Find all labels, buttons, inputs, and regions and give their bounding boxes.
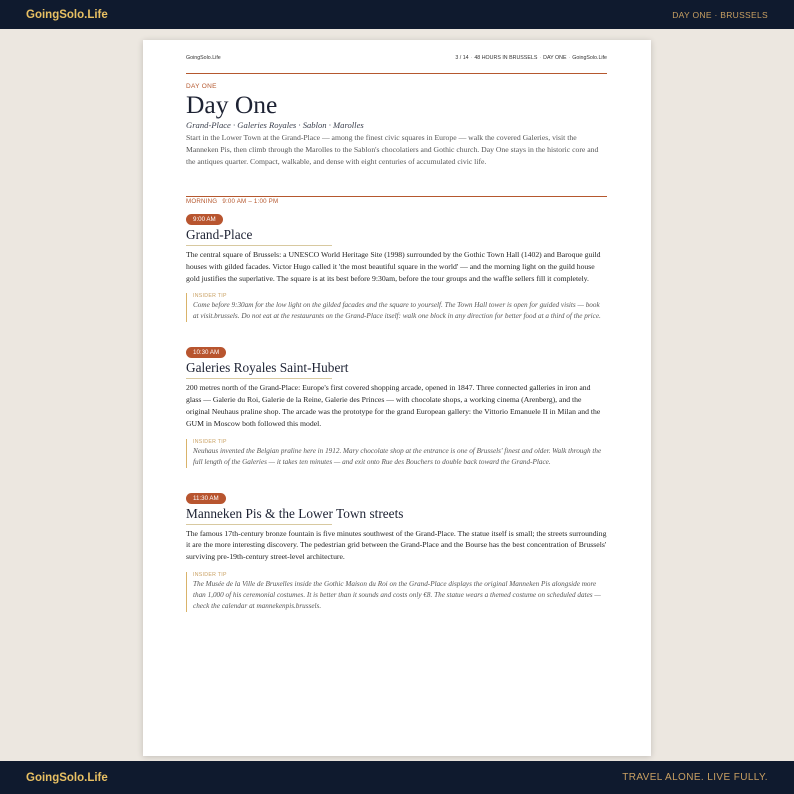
period-label: MORNING [186, 197, 218, 205]
insider-tip-label: INSIDER TIP [193, 571, 227, 578]
itinerary-stop [186, 208, 607, 322]
brand-logo[interactable]: GoingSolo.Life [26, 8, 108, 21]
stop-underline [186, 378, 332, 379]
insider-tip-label: INSIDER TIP [193, 293, 227, 300]
running-header-site: GoingSolo.Life [186, 55, 221, 61]
day-intro: Start in the Lower Town at the Grand-Place — among the finest civic squares in Europe — walk the covered Galeries, visit the Manneken Pis, then climb through the Marolles to the Sablon's chocolatiers and Gothic church. Day One stays in the historic core and the antiques quarter. Compact, walkable, and dense with eight centuries of accumulated civic life. [186, 133, 599, 166]
stop-underline [186, 524, 332, 525]
stop-description: 200 metres north of the Grand-Place: Europe's first covered shopping arcade, opened in 1847. Three connected galleries in iron and glass — Galerie du Roi, Galerie de la Reine, Galerie des Princes — with chocolate shops, a working cinema (Arenberg), and the original Neuhaus praline shop. The arcade was the prototype for the grand European gallery: the Vittorio Emanuele II in Milan and the GUM in Moscow both followed this model. [186, 383, 601, 428]
stop-title: Galeries Royales Saint-Hubert [186, 360, 349, 376]
stop-underline [186, 245, 332, 246]
stop-description: The central square of Brussels: a UNESCO World Heritage Site (1998) surrounded by the Gothic Town Hall (1402) and Baroque guild houses with gilded facades. Victor Hugo called it 'the most beautiful square in the world' — and the morning light on the guild house gold justifies the superlative. The square is at its best before 9:30am, before the tour groups and the waffle sellers fill it completely. [186, 249, 601, 283]
insider-tip-text: Come before 9:30am for the low light on the gilded facades and the square to yourself. The Town Hall tower is open for guided visits — book at visit.brussels. Do not eat at the restaurants on the Grand-Place itself: walk one block in any direction for better food at a third of the price. [193, 301, 601, 321]
running-header-crumbs: 3 / 14 · 48 HOURS IN BRUSSELS · DAY ONE · GoingSolo.Life [455, 55, 607, 61]
running-header-site-right: GoingSolo.Life [572, 55, 607, 61]
guide-page [143, 40, 651, 756]
running-header [186, 54, 607, 62]
insider-tip [186, 293, 607, 322]
time-badge: 11:30 AM [186, 493, 226, 504]
day-title: Day One [186, 90, 278, 120]
footer-tagline: TRAVEL ALONE. LIVE FULLY. [622, 772, 768, 783]
period-divider [186, 196, 607, 197]
stop-title: Manneken Pis & the Lower Town streets [186, 505, 404, 521]
period-time: 9:00 AM – 1:00 PM [222, 197, 279, 205]
insider-tip-label: INSIDER TIP [193, 438, 227, 445]
period-heading [186, 198, 607, 205]
header-divider [186, 73, 607, 74]
top-bar-section-label: DAY ONE · BRUSSELS [672, 9, 768, 20]
page-content [186, 54, 607, 612]
top-bar [0, 0, 794, 29]
insider-tip-text: Neuhaus invented the Belgian praline here in 1912. Mary chocolate shop at the entrance is one of Brussels' finest and older. Walk through the full length of the Galeries — it takes ten minutes — and exit onto Rue des Bouchers to double back toward the Grand-Place. [193, 446, 602, 466]
time-badge: 10:30 AM [186, 347, 226, 358]
stop-title: Grand-Place [186, 226, 253, 242]
day-kicker: DAY ONE [186, 83, 217, 91]
itinerary-stop [186, 487, 607, 612]
guide-name: 48 HOURS IN BRUSSELS [474, 55, 538, 61]
footer-brand-logo[interactable]: GoingSolo.Life [26, 771, 108, 784]
stop-description: The famous 17th-century bronze fountain is five minutes southwest of the Grand-Place. The statue itself is small; the streets surrounding it are the more interesting discovery. The pedestrian grid between the Grand-Place and the Bourse has the best concentration of Brussels' surviving pre-19th-century street-level architecture. [186, 528, 607, 562]
page-number: 3 / 14 [455, 55, 469, 61]
insider-tip [186, 439, 607, 468]
footer-bar [0, 761, 794, 794]
section-name: DAY ONE [543, 55, 567, 61]
time-badge: 9:00 AM [186, 214, 223, 225]
insider-tip-text: The Musée de la Ville de Bruxelles inside the Gothic Maison du Roi on the Grand-Place displays the original Manneken Pis alongside more than 1,000 of his ceremonial costumes. It is better than it sounds and costs only €8. The statue wears a themed costume on scheduled dates — check the calendar at mannekenpis.brussels. [193, 579, 601, 610]
itinerary-stop [186, 341, 607, 467]
insider-tip [186, 572, 607, 612]
day-subtitle: Grand-Place · Galeries Royales · Sablon · Marolles [186, 120, 364, 131]
